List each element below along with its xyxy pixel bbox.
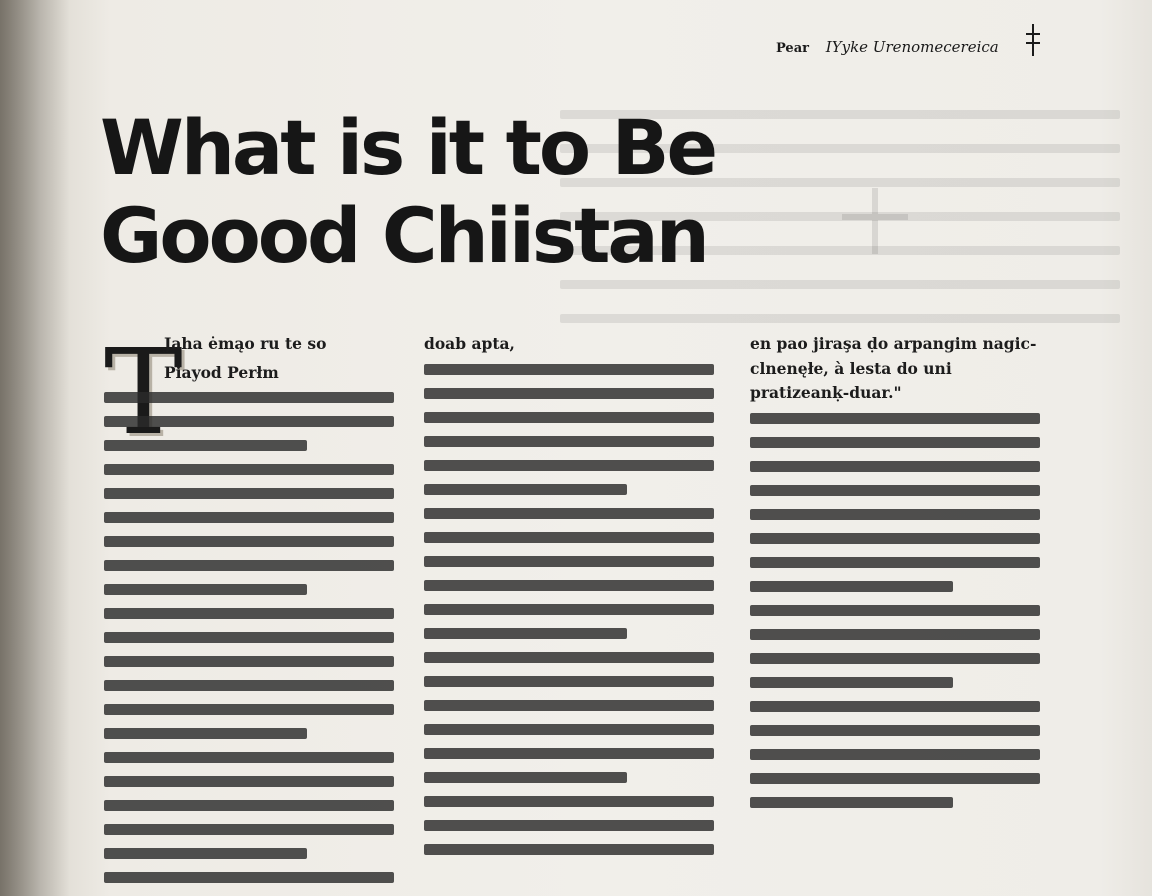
bleed-through-cross-icon: [842, 188, 908, 254]
running-header: [776, 38, 999, 56]
column-1-lead-line-2: Piayod Perłm: [164, 362, 279, 382]
running-header-title: IYyke Urenomecereica: [825, 38, 999, 56]
column-3-lead: en pao jiraşa ḍo arpangim nagic-clnenęłe, à lesta do uni pratizeanḳ-duar.": [750, 334, 1037, 402]
cross-icon: [1024, 24, 1042, 56]
gutter-shadow: [0, 0, 70, 896]
column-2-lead: doab apta,: [424, 334, 515, 353]
column-3-body-text-illegible: [750, 413, 1040, 808]
article-column-2: [424, 332, 714, 868]
article-column-3: [750, 332, 1040, 821]
column-1-body-text-illegible: [104, 392, 394, 883]
column-2-body-text-illegible: [424, 364, 714, 855]
article-column-1: [104, 332, 394, 896]
running-header-left: Pear: [776, 41, 809, 56]
column-1-lead-line-1: Jaha ėmąo ru te so: [164, 334, 327, 353]
headline-line-1: What is it to Be: [100, 103, 716, 192]
article-headline: [100, 104, 715, 280]
headline-line-2: Goood Chiistan: [100, 191, 707, 280]
